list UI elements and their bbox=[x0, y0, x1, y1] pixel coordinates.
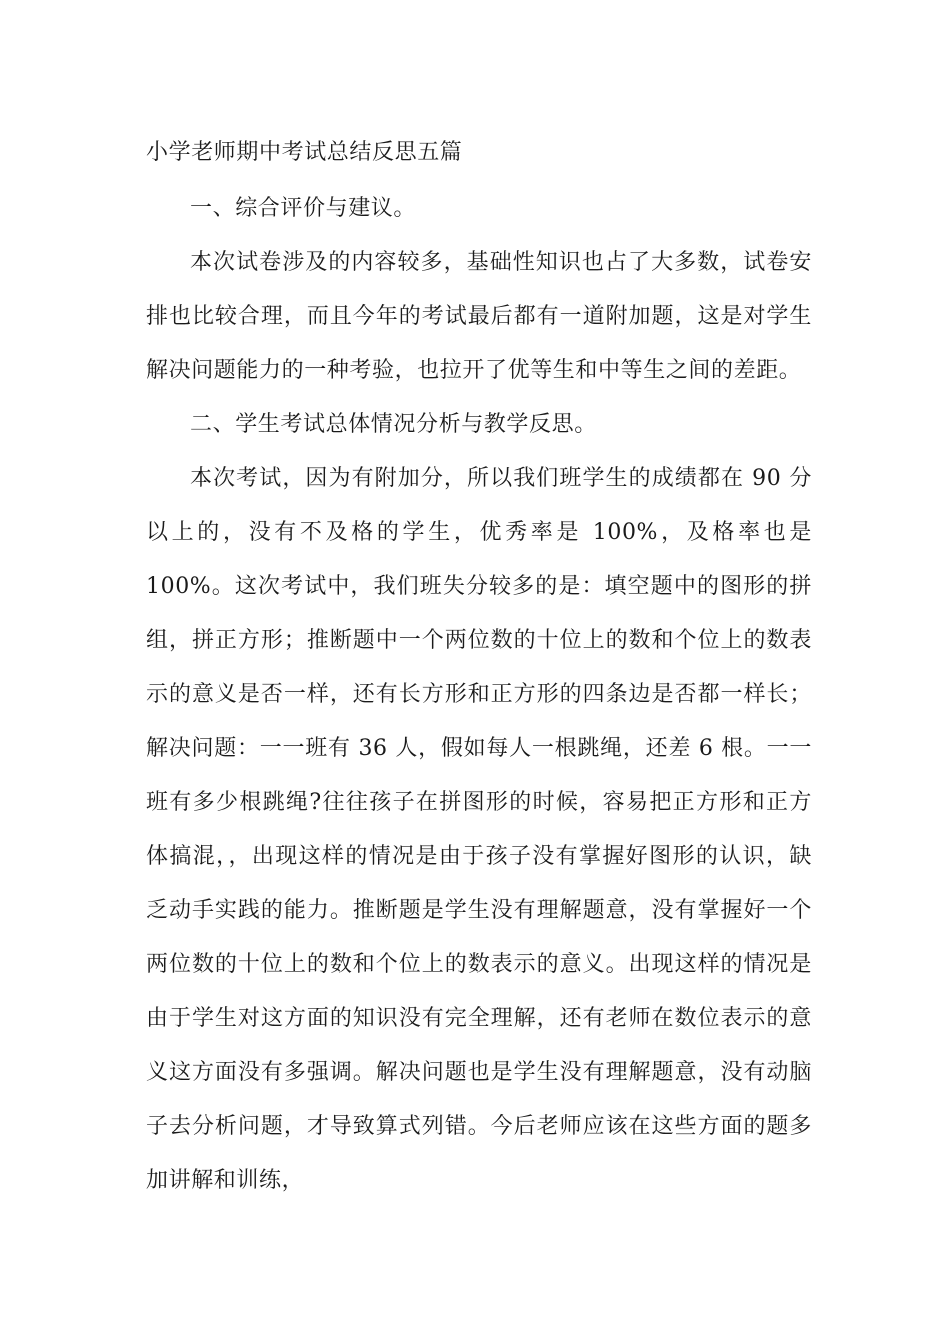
paragraph-analysis: 本次考试，因为有附加分，所以我们班学生的成绩都在 90 分以上的，没有不及格的学生，优秀率是 100%，及格率也是 100%。这次考试中，我们班失分较多的是：填空题中的图形的拼组，拼正方形；推断题中一个两位数的十位上的数和个位上的数表示的意义是否一样，还有长方形和正方形的四条边是否都一样长；解决问题：一一班有 36 人，假如每人一根跳绳，还差 6 根。一一班有多少根跳绳?往往孩子在拼图形的时候，容易把正方形和正方体搞混，，出现这样的情况是由于孩子没有掌握好图形的认识，缺乏动手实践的能力。推断题是学生没有理解题意，没有掌握好一个两位数的十位上的数和个位上的数表示的意义。出现这样的情况是由于学生对这方面的知识没有完全理解，还有老师在数位表示的意义这方面没有多强调。解决问题也是学生没有理解题意，没有动脑子去分析问题，才导致算式列错。今后老师应该在这些方面的题多加讲解和训练， bbox=[146, 466, 812, 1193]
document-body bbox=[146, 131, 812, 1208]
document-title: 小学老师期中考试总结反思五篇 bbox=[146, 140, 463, 165]
section-heading-analysis: 二、学生考试总体情况分析与教学反思。 bbox=[190, 412, 597, 437]
section-heading-evaluation: 一、综合评价与建议。 bbox=[190, 196, 417, 221]
paragraph-evaluation: 本次试卷涉及的内容较多，基础性知识也占了大多数，试卷安排也比较合理，而且今年的考试最后都有一道附加题，这是对学生解决问题能力的一种考验，也拉开了优等生和中等生之间的差距。 bbox=[146, 250, 812, 383]
